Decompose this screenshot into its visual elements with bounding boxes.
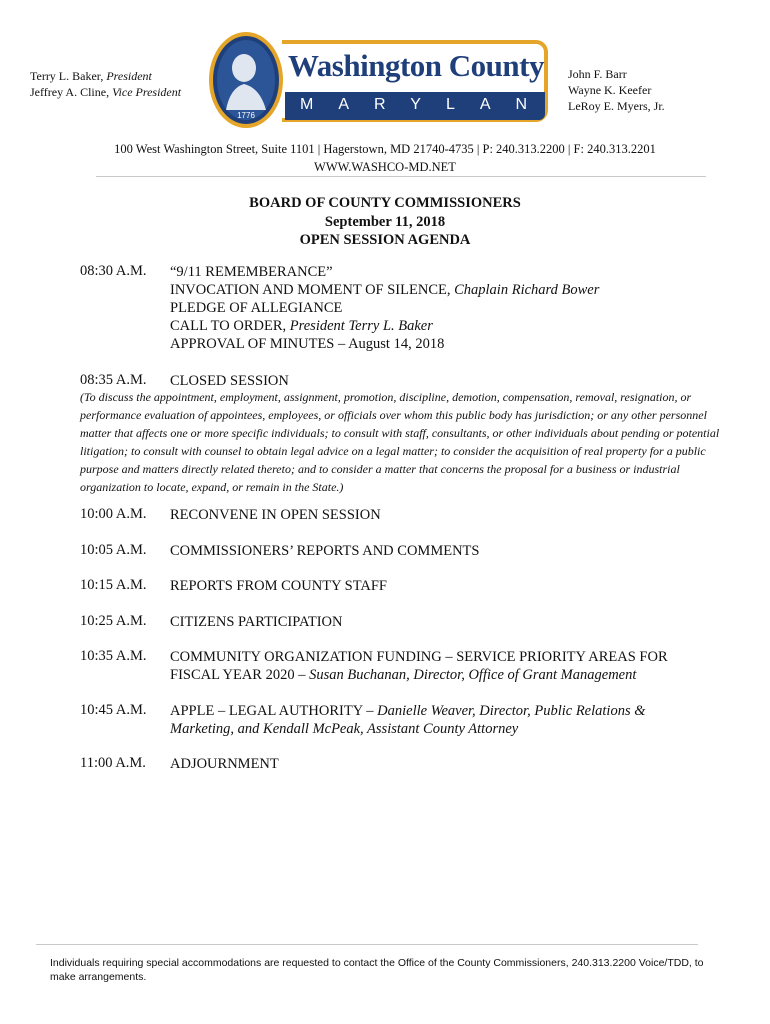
agenda-time: 08:30 A.M. <box>80 263 147 279</box>
commissioner-name: John F. Barr <box>568 67 627 81</box>
agenda-item <box>170 648 668 684</box>
agenda-line: Marketing, and Kendall McPeak, Assistant County Attorney <box>170 721 519 737</box>
agenda-time: 10:15 A.M. <box>80 577 147 593</box>
seal-year: 1776 <box>237 111 255 120</box>
agenda-line: INVOCATION AND MOMENT OF SILENCE, Chaplain Richard Bower <box>170 282 600 298</box>
logo-subtitle: MARYLAND <box>300 96 589 113</box>
agenda-time: 10:05 A.M. <box>80 542 147 558</box>
agenda-time: 08:35 A.M. <box>80 372 147 388</box>
session-type: OPEN SESSION AGENDA <box>299 232 471 248</box>
agenda-time: 10:45 A.M. <box>80 702 147 718</box>
agenda-line: CALL TO ORDER, President Terry L. Baker <box>170 318 433 334</box>
agenda-line: CLOSED SESSION <box>170 373 289 389</box>
website-link[interactable]: WWW.WASHCO-MD.NET <box>314 160 456 174</box>
header-divider <box>96 176 706 177</box>
officer-vice-president: Jeffrey A. Cline, Vice President <box>30 85 182 99</box>
agenda-item: ADJOURNMENT <box>170 756 279 772</box>
agenda-time: 10:25 A.M. <box>80 613 147 629</box>
washington-seal-icon <box>208 30 284 130</box>
agenda-item: RECONVENE IN OPEN SESSION <box>170 507 381 523</box>
address-line: 100 West Washington Street, Suite 1101 | Hagerstown, MD 21740-4735 | P: 240.313.2200 | F: 240.313.2201 <box>114 142 656 156</box>
agenda-item <box>170 702 646 738</box>
agenda-item: CITIZENS PARTICIPATION <box>170 614 343 630</box>
meeting-date: September 11, 2018 <box>324 213 446 230</box>
agenda-item: REPORTS FROM COUNTY STAFF <box>170 578 387 594</box>
agenda-line: “9/11 REMEMBERANCE” <box>170 264 333 280</box>
agenda-line: FISCAL YEAR 2020 – Susan Buchanan, Director, Office of Grant Management <box>170 667 637 683</box>
commissioner-name: Wayne K. Keefer <box>568 83 652 97</box>
agenda-line: COMMUNITY ORGANIZATION FUNDING – SERVICE PRIORITY AREAS FOR <box>170 649 668 665</box>
agenda-time: 11:00 A.M. <box>80 755 146 771</box>
agenda-item: COMMISSIONERS’ REPORTS AND COMMENTS <box>170 543 480 559</box>
agenda-time: 10:35 A.M. <box>80 648 147 664</box>
commissioner-officers <box>30 68 190 100</box>
commissioner-name: LeRoy E. Myers, Jr. <box>568 99 665 113</box>
agenda-line: PLEDGE OF ALLEGIANCE <box>170 300 343 316</box>
accommodations-notice: Individuals requiring special accommodations are requested to contact the Office of the County Commissioners, 240.313.2200 Voice/TDD, to make arrangements. <box>50 957 704 983</box>
agenda-line: APPLE – LEGAL AUTHORITY – Danielle Weaver, Director, Public Relations & <box>170 703 646 719</box>
footer-divider <box>36 944 698 945</box>
agenda-line: APPROVAL OF MINUTES – August 14, 2018 <box>170 336 445 352</box>
board-name: BOARD OF COUNTY COMMISSIONERS <box>249 195 521 211</box>
agenda-time: 10:00 A.M. <box>80 506 147 522</box>
logo-title: Washington County <box>288 48 544 83</box>
agenda-title <box>0 194 770 250</box>
closed-session-note: (To discuss the appointment, employment, assignment, promotion, discipline, demotion, compensation, removal, resignation, or performance evaluation of appointees, employees, or officials over whom this public body has jurisdiction; or any other personnel matter that affects one or more specific individuals; to consult with staff, consultants, or other individuals about pending or potential litigation; to consult with counsel to obtain legal advice on a legal matter; to consider the acquisition of real property for a public purpose and matters directly related thereto; and to consider a matter that concerns the proposal for a business or industrial organization to locate, expand, or remain in the State.) <box>80 390 720 494</box>
agenda-item <box>170 263 599 353</box>
officer-president: Terry L. Baker, President <box>30 69 152 83</box>
